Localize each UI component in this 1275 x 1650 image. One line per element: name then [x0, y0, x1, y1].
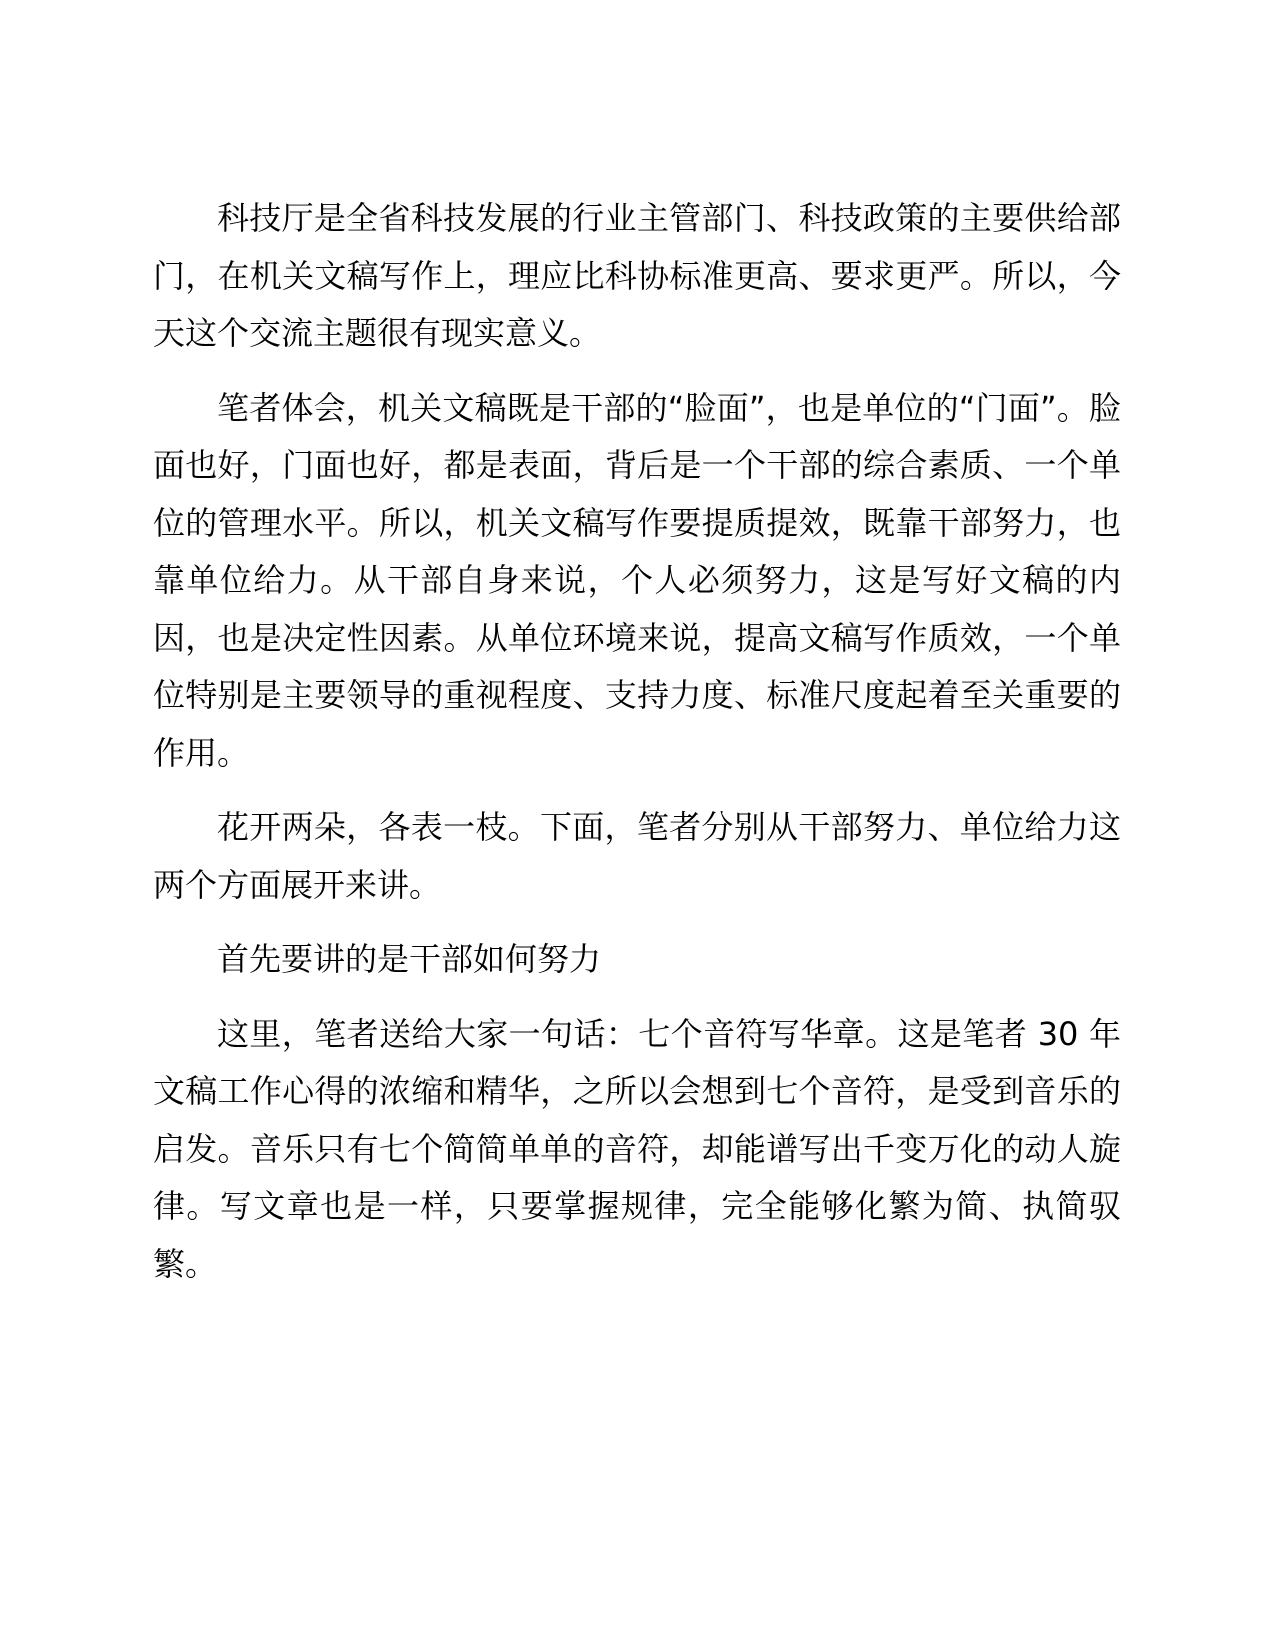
paragraph-3: 花开两朵，各表一枝。下面，笔者分别从干部努力、单位给力这两个方面展开来讲。	[153, 808, 1121, 904]
paragraph-2: 笔者体会，机关文稿既是干部的“脸面”，也是单位的“门面”。脸面也好，门面也好，都是表面，背后是一个干部的综合素质、一个单位的管理水平。所以，机关文稿写作要提质提效，既靠干部努力，也靠单位给力。从干部自身来说，个人必须努力，这是写好文稿的内因，也是决定性因素。从单位环境来说，提高文稿写作质效，一个单位特别是主要领导的重视程度、支持力度、标准尺度起着至关重要的作用。	[153, 388, 1121, 772]
paragraph-4: 这里，笔者送给大家一句话：七个音符写华章。这是笔者 30 年文稿工作心得的浓缩和精华，之所以会想到七个音符，是受到音乐的启发。音乐只有七个简简单单的音符，却能谱写出千变万化的动人旋律。写文章也是一样，只要掌握规律，完全能够化繁为简、执简驭繁。	[153, 1014, 1121, 1283]
section-heading: 首先要讲的是干部如何努力	[217, 940, 602, 978]
paragraph-1: 科技厅是全省科技发展的行业主管部门、科技政策的主要供给部门，在机关文稿写作上，理应比科协标准更高、要求更严。所以，今天这个交流主题很有现实意义。	[153, 199, 1121, 352]
document-body	[153, 190, 1121, 1310]
